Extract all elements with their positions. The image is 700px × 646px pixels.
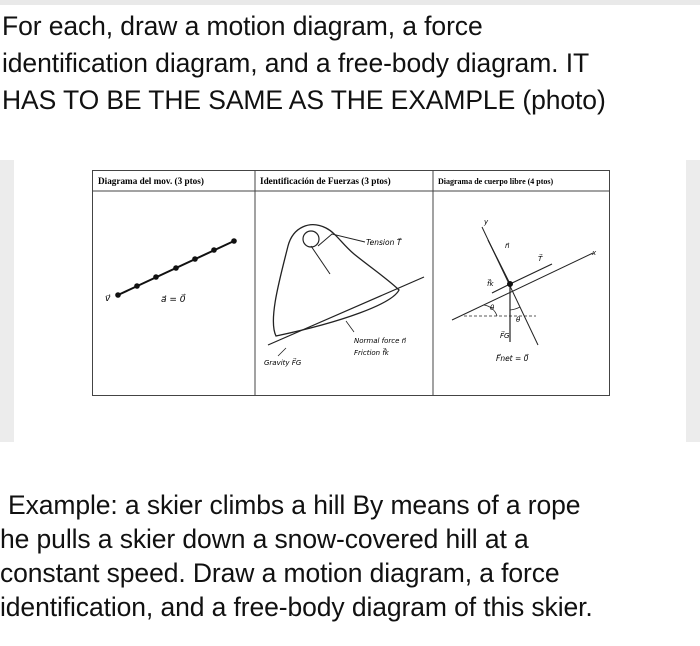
- velocity-label: v⃗: [105, 294, 111, 304]
- motion-diagram: [105, 238, 237, 305]
- example-line: Example: a skier climbs a hill By means of a rope: [8, 490, 581, 520]
- example-line: identification, and a free-body diagram of this skier.: [0, 592, 593, 622]
- rope: [318, 234, 365, 246]
- table-frame: [93, 171, 610, 396]
- acceleration-label: a⃗ = 0⃗: [161, 295, 186, 305]
- example-text: [0, 488, 700, 624]
- motion-dot: [173, 265, 179, 271]
- top-divider: [0, 0, 700, 5]
- header-motion: Diagrama del mov. (3 ptos): [98, 176, 204, 186]
- net-force-label: F⃗net = 0⃗: [496, 354, 529, 363]
- gravity-vector-label: F⃗G: [500, 332, 510, 340]
- example-line: he pulls a skier down a snow-covered hill at a: [0, 524, 529, 554]
- friction-label: Friction f⃗k: [354, 349, 389, 357]
- question-line: For each, draw a motion diagram, a force: [2, 11, 483, 41]
- motion-dot: [231, 238, 237, 244]
- header-forces: Identificación de Fuerzas (3 ptos): [260, 176, 391, 186]
- example-line: constant speed. Draw a motion diagram, a force: [0, 558, 560, 588]
- motion-dot: [211, 247, 217, 253]
- skier-point: [507, 281, 513, 287]
- motion-dot: [153, 274, 159, 280]
- motion-dot: [115, 292, 121, 298]
- free-body-diagram: [452, 218, 597, 363]
- x-axis: [452, 253, 593, 320]
- motion-dot: [134, 283, 140, 289]
- normal-force-label: Normal force n⃗: [354, 337, 407, 345]
- photo-edge-left: [0, 160, 14, 442]
- x-axis-label: x: [592, 249, 597, 257]
- rope-contact: [311, 246, 330, 274]
- force-identification-diagram: [264, 225, 424, 367]
- photo-edge-right: [686, 160, 700, 442]
- motion-dot: [192, 256, 198, 262]
- tension-vector: [510, 264, 552, 284]
- tension-label: Tension T⃗: [366, 238, 402, 247]
- y-axis-label: y: [484, 218, 489, 226]
- question-text: [2, 8, 692, 119]
- diagram-table: [92, 170, 611, 396]
- header-free-body: Diagrama de cuerpo libre (4 ptos): [438, 177, 554, 186]
- question-line: HAS TO BE THE SAME AS THE EXAMPLE (photo): [2, 85, 606, 115]
- normal-label: n⃗: [505, 242, 510, 250]
- friction-vector-label: f⃗k: [487, 280, 494, 288]
- angle-label: θ: [490, 304, 495, 312]
- tension-vector-label: T⃗: [538, 255, 543, 263]
- skier-head: [303, 231, 319, 247]
- angle-label: θ: [516, 316, 521, 324]
- friction-vector: [492, 284, 510, 293]
- question-line: identification diagram, and a free-body diagram. IT: [2, 48, 590, 78]
- hill-slope: [268, 277, 424, 345]
- gravity-label: Gravity F⃗G: [264, 359, 302, 367]
